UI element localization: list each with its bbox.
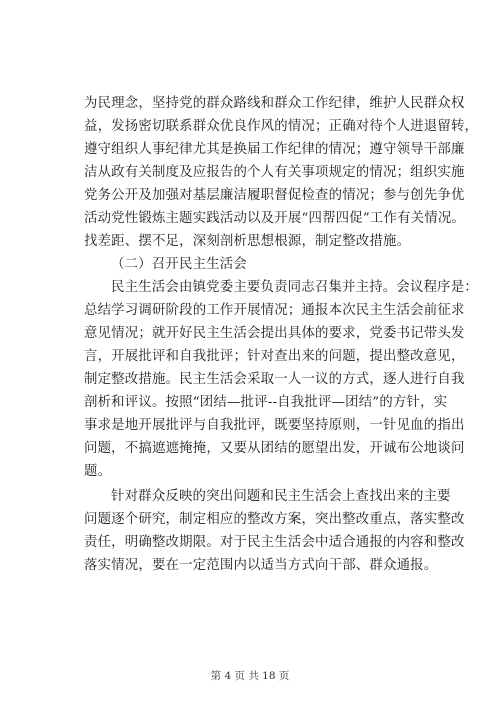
text-line: 益，发扬密切联系群众优良作风的情况；正确对待个人进退留转， xyxy=(84,119,479,134)
paragraph xyxy=(84,92,479,253)
text-line: 问题，不搞遮遮掩掩，又要从团结的愿望出发，开诚布公地谈问 xyxy=(84,441,465,456)
text-line: 落实情况，要在一定范围内以适当方式向干部、群众通报。 xyxy=(84,558,438,573)
text-line: 洁从政有关制度及应报告的个人有关事项规定的情况；组织实施 xyxy=(84,165,465,180)
section-heading xyxy=(84,253,420,276)
text-line: 活动党性锻炼主题实践活动以及开展“四帮四促”工作有关情况。 xyxy=(84,211,466,226)
text-line: 为民理念，坚持党的群众路线和群众工作纪律，维护人民群众权 xyxy=(84,96,465,111)
text-line: 责任，明确整改期限。对于民主生活会中适合通报的内容和整改 xyxy=(84,535,465,550)
page-footer: 第 4 页 共 18 页 xyxy=(210,670,290,682)
text-line: 问题逐个研究，制定相应的整改方案，突出整改重点，落实整改 xyxy=(84,512,465,527)
text-line: 遵守组织人事纪律尤其是换届工作纪律的情况；遵守领导干部廉 xyxy=(84,142,465,157)
text-line: 意见情况；就开好民主生活会提出具体的要求，党委书记带头发 xyxy=(84,326,465,341)
paragraph xyxy=(84,276,478,483)
paragraph xyxy=(84,485,465,577)
text-line: 剖析和评议。按照“团结—批评--自我批评—团结”的方针，实 xyxy=(84,395,448,410)
text-line: 找差距、摆不足，深刻剖析思想根源，制定整改措施。 xyxy=(84,234,411,249)
text-line: 民主生活会由镇党委主要负责同志召集并主持。会议程序是： xyxy=(111,280,478,295)
text-line: 总结学习调研阶段的工作开展情况；通报本次民主生活会前征求 xyxy=(84,303,465,318)
text-line: 事求是地开展批评与自我批评，既要坚持原则，一针见血的指出 xyxy=(84,418,465,433)
text-line: 党务公开及加强对基层廉洁履职督促检查的情况；参与创先争优 xyxy=(84,188,465,203)
text-line: 题。 xyxy=(84,464,112,479)
text-line: 针对群众反映的突出问题和民主生活会上查找出来的主要 xyxy=(111,489,451,504)
text-line: 言，开展批评和自我批评；针对查出来的问题，提出整改意见， xyxy=(84,349,465,364)
heading-text: （二）召开民主生活会 xyxy=(111,257,247,272)
document-body xyxy=(84,92,479,577)
text-line: 制定整改措施。民主生活会采取一人一议的方式，逐人进行自我 xyxy=(84,372,465,387)
